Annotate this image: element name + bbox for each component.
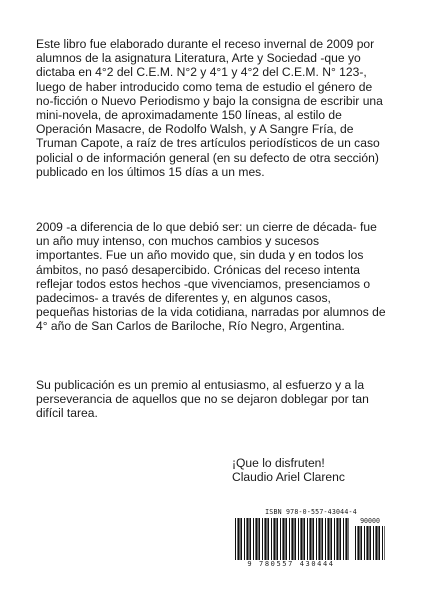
- barcode-bar: [382, 526, 383, 560]
- barcode-bar: [273, 518, 275, 560]
- ean-barcode-bars: [235, 518, 349, 560]
- barcode-bar: [355, 526, 356, 560]
- signature: [232, 456, 345, 484]
- barcode-bar: [258, 518, 260, 560]
- barcode-bar: [325, 518, 326, 560]
- barcode-bar: [369, 526, 371, 560]
- paragraph-text: Su publicación es un premio al entusiasmo, al esfuerzo y a la perseverancia de aquellos que no se dejaron doblegar por tan difícil tarea.: [36, 378, 369, 421]
- barcode-bar: [267, 518, 269, 560]
- barcode-bar: [343, 518, 344, 560]
- isbn-barcode: [231, 508, 389, 570]
- barcode-bar: [240, 518, 242, 560]
- barcode-bar: [366, 526, 368, 560]
- barcode-bar: [312, 518, 314, 560]
- barcode-bar: [264, 518, 266, 560]
- barcode-bar: [249, 518, 251, 560]
- barcode-bar: [237, 518, 239, 560]
- signature-greeting: ¡Que lo disfruten!: [232, 456, 325, 470]
- barcode-bar: [309, 518, 311, 560]
- barcode-bar: [276, 518, 278, 560]
- barcode-bar: [378, 526, 380, 560]
- barcode-bar: [345, 518, 347, 560]
- barcode-bar: [253, 518, 254, 560]
- barcode-bar: [271, 518, 272, 560]
- paragraph-context: [36, 220, 386, 334]
- barcode-bar: [235, 518, 236, 560]
- barcode-bar: [316, 518, 317, 560]
- barcode-bar: [289, 518, 290, 560]
- barcode-bar: [357, 526, 359, 560]
- paragraph-closing: [36, 378, 386, 421]
- paragraph-intro: [36, 37, 386, 179]
- barcode-bar: [244, 518, 245, 560]
- isbn-label: ISBN 978-0-557-43044-4: [265, 508, 357, 516]
- barcode-bar: [282, 518, 284, 560]
- price-addon-bars: [355, 526, 385, 560]
- barcode-bar: [373, 526, 374, 560]
- barcode-bar: [285, 518, 287, 560]
- barcode-bar: [321, 518, 323, 560]
- barcode-bar: [336, 518, 338, 560]
- barcode-bar: [339, 518, 341, 560]
- barcode-bar: [348, 518, 349, 560]
- barcode-bar: [298, 518, 299, 560]
- barcode-bar: [384, 526, 385, 560]
- paragraph-text: 2009 -a diferencia de lo que debió ser: un cierre de década- fue un año muy intenso, con muchos cambios y sucesos importantes. Fue un año movido que, sin duda y en todos los ámbitos, no pasó desapercibido. Crónicas del receso intenta reflejar todos estos hechos -que vivenciamos, presenciamos o padecimos- a través de diferentes y, en algunos casos, pequeñas historias de la vida cotidiana, narradas por alumnos de 4° año de San Carlos de Bariloche, Río Negro, Argentina.: [36, 220, 386, 334]
- barcode-bar: [318, 518, 320, 560]
- barcode-bar: [294, 518, 296, 560]
- barcode-bar: [334, 518, 335, 560]
- barcode-bar: [330, 518, 332, 560]
- barcode-bar: [291, 518, 293, 560]
- barcode-bar: [375, 526, 377, 560]
- paragraph-text: Este libro fue elaborado durante el receso invernal de 2009 por alumnos de la asignatura Literatura, Arte y Sociedad -que yo dictaba en 4°2 del C.E.M. N°2 y 4°1 y 4°2 del C.E.M. N° 123-, luego de haber introducido como tema de estudio el género de no-ficción o Nuevo Periodismo y bajo la consigna de escribir una mini-novela, de aproximadamente 150 líneas, al estilo de Operación Masacre, de Rodolfo Walsh, y A Sangre Fría, de Truman Capote, a raíz de tres artículos periodísticos de un caso policial o de información general (en su defecto de otra sección) publicado en los últimos 15 días a un mes.: [36, 37, 383, 179]
- barcode-bar: [307, 518, 308, 560]
- barcode-bar: [255, 518, 257, 560]
- signature-author: Claudio Ariel Clarenc: [232, 470, 345, 485]
- barcode-bar: [280, 518, 281, 560]
- barcode-bar: [327, 518, 329, 560]
- ean-digits: 9 780557 430444: [247, 560, 335, 568]
- barcode-bar: [300, 518, 302, 560]
- barcode-bar: [360, 526, 362, 560]
- barcode-bar: [262, 518, 263, 560]
- price-addon-digits: 90000: [360, 517, 380, 525]
- barcode-bar: [246, 518, 248, 560]
- barcode-bar: [303, 518, 305, 560]
- barcode-bar: [364, 526, 365, 560]
